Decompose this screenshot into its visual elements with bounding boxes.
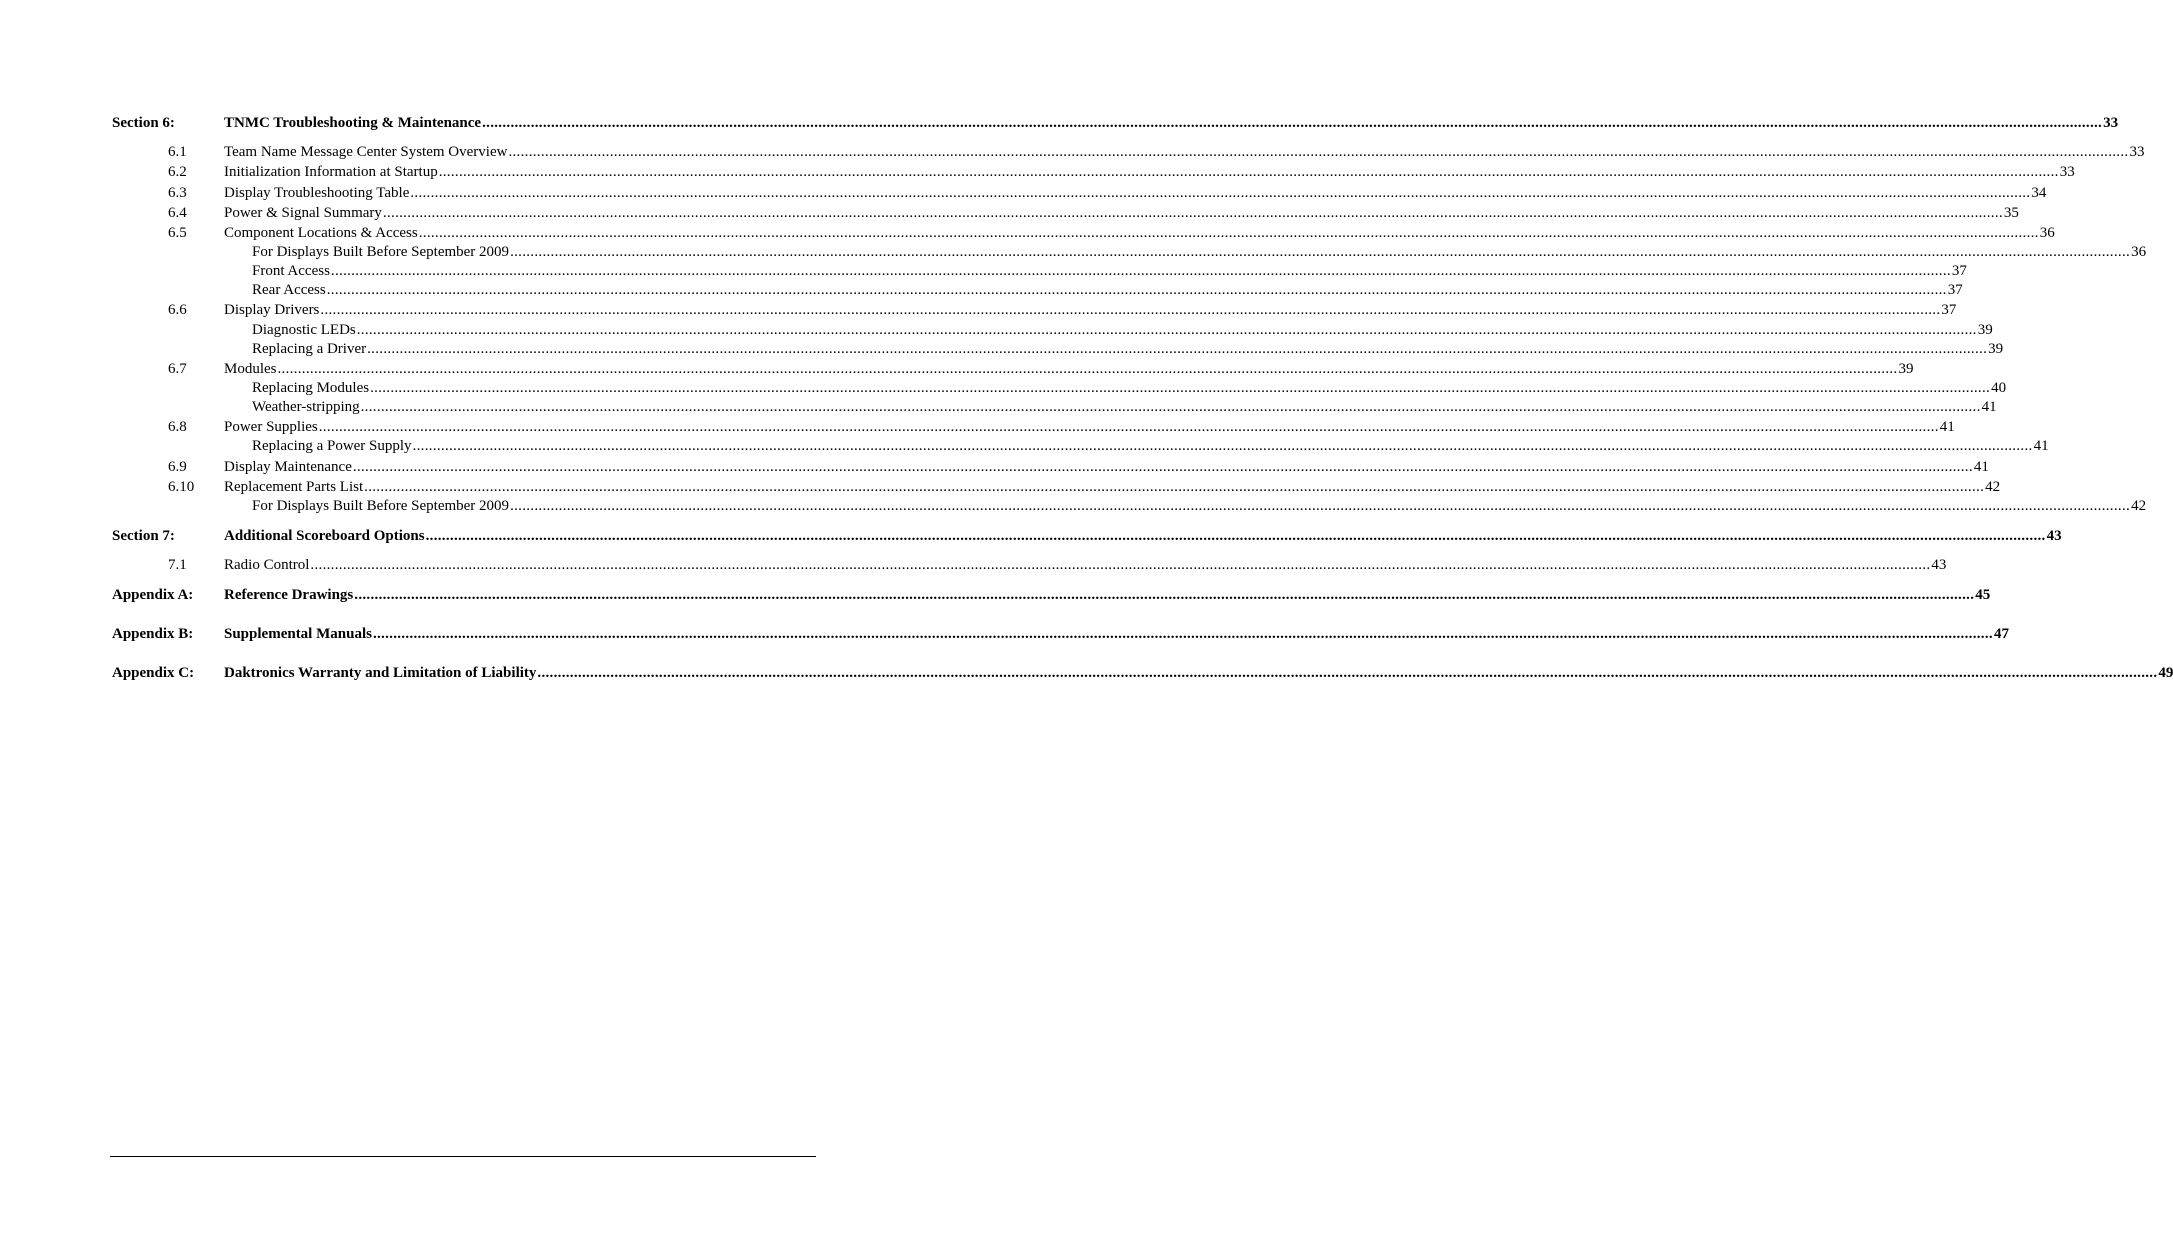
toc-entry-title: Front Access — [252, 263, 330, 279]
dot-leader: ................................................................................................................................................................................................................................................................................................................................................................................................................ — [412, 438, 2033, 454]
toc-entry-title: Weather-stripping — [252, 399, 360, 415]
dot-leader: ................................................................................................................................................................................................................................................................................................................................................................................................................ — [482, 115, 2103, 131]
dot-leader: ................................................................................................................................................................................................................................................................................................................................................................................................................ — [438, 164, 2059, 180]
dot-leader: ................................................................................................................................................................................................................................................................................................................................................................................................................ — [510, 498, 2131, 514]
toc-item-number: 6.8 — [168, 419, 187, 435]
toc-page-number: 45 — [1975, 587, 1991, 603]
toc-subitem-row[interactable] — [0, 261, 1967, 281]
toc-item-number: 6.5 — [168, 225, 187, 241]
toc-entry-title: Replacing a Power Supply — [252, 438, 412, 454]
toc-entry-title: Rear Access — [252, 282, 326, 298]
toc-entry-title: Daktronics Warranty and Limitation of Liability — [224, 665, 537, 681]
dot-leader: ................................................................................................................................................................................................................................................................................................................................................................................................................ — [425, 528, 2046, 544]
toc-subitem-row[interactable] — [0, 397, 1997, 417]
toc-subitem-row[interactable] — [0, 242, 2147, 262]
toc-item-row[interactable] — [0, 223, 2055, 243]
dot-leader: ................................................................................................................................................................................................................................................................................................................................................................................................................ — [382, 205, 2003, 221]
toc-item-number: 6.9 — [168, 459, 187, 475]
toc-page-number: 41 — [1981, 399, 1997, 415]
toc-item-row[interactable] — [0, 183, 2047, 203]
toc-section-label: Section 6: — [112, 115, 175, 131]
toc-page-number: 49 — [2158, 665, 2173, 681]
toc-entry-title: Power & Signal Summary — [224, 205, 382, 221]
dot-leader: ................................................................................................................................................................................................................................................................................................................................................................................................................ — [418, 225, 2039, 241]
toc-item-row[interactable] — [0, 142, 2145, 162]
toc-page-number: 35 — [2003, 205, 2019, 221]
toc-section-row[interactable] — [0, 663, 2173, 683]
dot-leader: ................................................................................................................................................................................................................................................................................................................................................................................................................ — [356, 322, 1977, 338]
toc-item-number: 6.6 — [168, 302, 187, 318]
dot-leader: ................................................................................................................................................................................................................................................................................................................................................................................................................ — [367, 341, 1988, 357]
toc-page-number: 41 — [1973, 459, 1989, 475]
toc-section-row[interactable] — [0, 585, 1991, 605]
toc-section-label: Appendix B: — [112, 626, 194, 642]
toc-item-number: 6.1 — [168, 144, 187, 160]
toc-page-number: 33 — [2059, 164, 2075, 180]
toc-entry-title: For Displays Built Before September 2009 — [252, 244, 510, 260]
toc-page-number: 37 — [1951, 263, 1967, 279]
toc-item-row[interactable] — [0, 359, 1914, 379]
dot-leader: ................................................................................................................................................................................................................................................................................................................................................................................................................ — [354, 587, 1975, 603]
toc-subitem-row[interactable] — [0, 280, 1963, 300]
toc-section-row[interactable] — [0, 113, 2119, 133]
toc-entry-title: Modules — [224, 361, 277, 377]
dot-leader: ................................................................................................................................................................................................................................................................................................................................................................................................................ — [372, 626, 1993, 642]
toc-entry-title: Display Maintenance — [224, 459, 352, 475]
toc-item-number: 6.4 — [168, 205, 187, 221]
toc-entry-title: Power Supplies — [224, 419, 318, 435]
dot-leader: ................................................................................................................................................................................................................................................................................................................................................................................................................ — [360, 399, 1981, 415]
toc-page-number: 41 — [2033, 438, 2049, 454]
toc-page-number: 37 — [1941, 302, 1957, 318]
dot-leader: ................................................................................................................................................................................................................................................................................................................................................................................................................ — [537, 665, 2158, 681]
toc-section-label: Appendix A: — [112, 587, 194, 603]
toc-item-number: 6.3 — [168, 185, 187, 201]
toc-subitem-row[interactable] — [0, 378, 2007, 398]
toc-entry-title: Additional Scoreboard Options — [224, 528, 425, 544]
dot-leader: ................................................................................................................................................................................................................................................................................................................................................................................................................ — [370, 380, 1991, 396]
toc-item-number: 6.10 — [168, 479, 195, 495]
toc-page-number: 39 — [1977, 322, 1993, 338]
dot-leader: ................................................................................................................................................................................................................................................................................................................................................................................................................ — [277, 361, 1898, 377]
toc-item-number: 7.1 — [168, 557, 187, 573]
toc-entry-title: Replacing a Driver — [252, 341, 367, 357]
dot-leader: ................................................................................................................................................................................................................................................................................................................................................................................................................ — [310, 557, 1931, 573]
dot-leader: ................................................................................................................................................................................................................................................................................................................................................................................................................ — [364, 479, 1985, 495]
toc-section-label: Section 7: — [112, 528, 175, 544]
toc-page-number: 33 — [2129, 144, 2145, 160]
dot-leader: ................................................................................................................................................................................................................................................................................................................................................................................................................ — [352, 459, 1973, 475]
toc-subitem-row[interactable] — [0, 320, 1993, 340]
toc-subitem-row[interactable] — [0, 339, 2004, 359]
dot-leader: ................................................................................................................................................................................................................................................................................................................................................................................................................ — [330, 263, 1951, 279]
dot-leader: ................................................................................................................................................................................................................................................................................................................................................................................................................ — [510, 244, 2131, 260]
toc-item-row[interactable] — [0, 457, 1989, 477]
toc-page-number: 36 — [2039, 225, 2055, 241]
dot-leader: ................................................................................................................................................................................................................................................................................................................................................................................................................ — [320, 302, 1941, 318]
footer-rule — [110, 1156, 816, 1157]
toc-entry-title: For Displays Built Before September 2009 — [252, 498, 510, 514]
toc-section-row[interactable] — [0, 526, 2062, 546]
toc-entry-title: Team Name Message Center System Overview — [224, 144, 508, 160]
toc-page-number: 39 — [1988, 341, 2004, 357]
toc-page-number: 34 — [2031, 185, 2047, 201]
toc-item-row[interactable] — [0, 555, 1947, 575]
dot-leader: ................................................................................................................................................................................................................................................................................................................................................................................................................ — [326, 282, 1947, 298]
toc-page-number: 36 — [2131, 244, 2147, 260]
toc-entry-title: Reference Drawings — [224, 587, 354, 603]
toc-item-number: 6.7 — [168, 361, 187, 377]
dot-leader: ................................................................................................................................................................................................................................................................................................................................................................................................................ — [318, 419, 1939, 435]
toc-section-row[interactable] — [0, 624, 2009, 644]
dot-leader: ................................................................................................................................................................................................................................................................................................................................................................................................................ — [410, 185, 2031, 201]
toc-item-row[interactable] — [0, 417, 1955, 437]
toc-subitem-row[interactable] — [0, 496, 2147, 516]
toc-item-number: 6.2 — [168, 164, 187, 180]
toc-item-row[interactable] — [0, 162, 2075, 182]
toc-entry-title: TNMC Troubleshooting & Maintenance — [224, 115, 482, 131]
toc-entry-title: Initialization Information at Startup — [224, 164, 438, 180]
toc-entry-title: Diagnostic LEDs — [252, 322, 356, 338]
toc-page-number: 39 — [1898, 361, 1914, 377]
toc-entry-title: Replacing Modules — [252, 380, 370, 396]
toc-item-row[interactable] — [0, 300, 1957, 320]
toc-page-number: 42 — [1985, 479, 2001, 495]
toc-subitem-row[interactable] — [0, 436, 2049, 456]
toc-page-number: 47 — [1993, 626, 2009, 642]
toc-page-number: 43 — [2046, 528, 2062, 544]
toc-entry-title: Radio Control — [224, 557, 310, 573]
toc-page-number: 43 — [1931, 557, 1947, 573]
toc-entry-title: Display Troubleshooting Table — [224, 185, 410, 201]
toc-entry-title: Component Locations & Access — [224, 225, 418, 241]
toc-section-label: Appendix C: — [112, 665, 195, 681]
toc-page-number: 40 — [1991, 380, 2007, 396]
toc-item-row[interactable] — [0, 477, 2001, 497]
toc-page-number: 42 — [2131, 498, 2147, 514]
dot-leader: ................................................................................................................................................................................................................................................................................................................................................................................................................ — [508, 144, 2129, 160]
toc-page-number: 33 — [2103, 115, 2119, 131]
toc-entry-title: Replacement Parts List — [224, 479, 364, 495]
toc-item-row[interactable] — [0, 203, 2019, 223]
toc-entry-title: Supplemental Manuals — [224, 626, 372, 642]
toc-page-number: 41 — [1939, 419, 1955, 435]
toc-page-number: 37 — [1947, 282, 1963, 298]
toc-entry-title: Display Drivers — [224, 302, 320, 318]
